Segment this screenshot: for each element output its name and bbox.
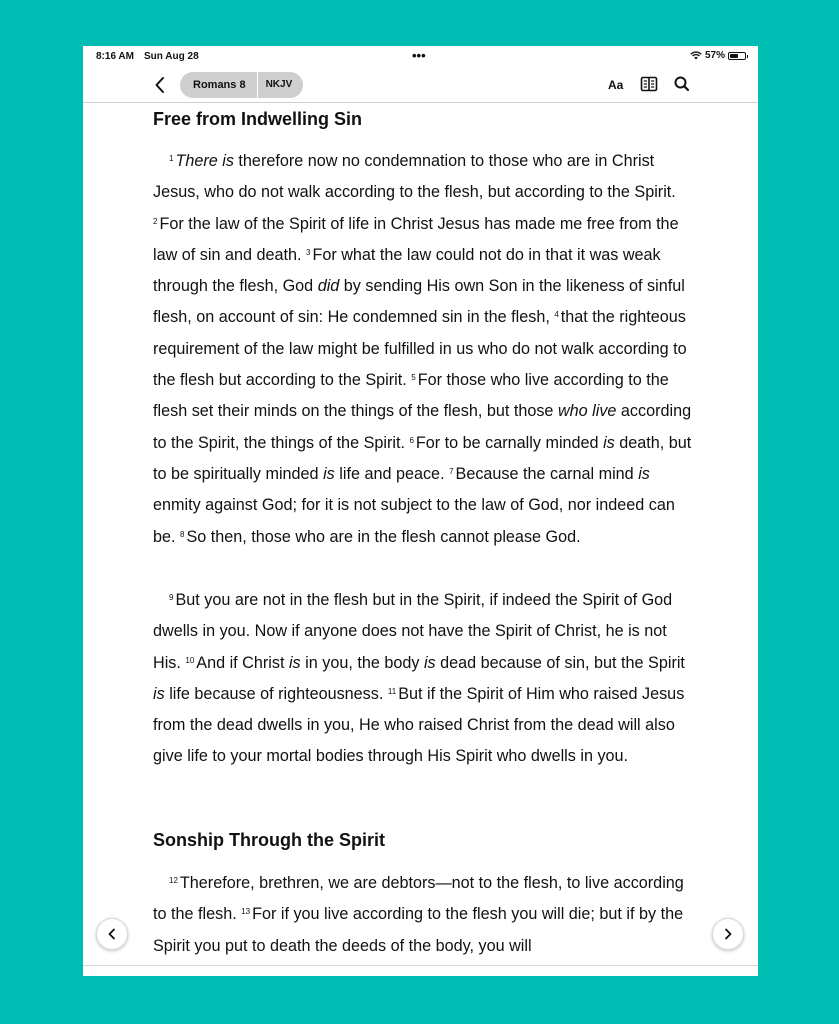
status-time: 8:16 AM	[96, 51, 134, 62]
verse-number[interactable]: 4	[554, 310, 559, 320]
verse-number[interactable]: 1	[169, 154, 174, 163]
italic-text: is	[288, 653, 301, 672]
verse-number[interactable]: 10	[185, 655, 195, 665]
verse-text: For the law of the Spirit of life in Christ Jesus has made me free from the law of sin and death.	[153, 214, 679, 264]
verse-text: therefore now no condemnation to those who are in Christ Jesus, who do not walk according to the flesh, but according to the Spirit.	[153, 152, 676, 202]
verse-number[interactable]: 6	[409, 435, 414, 445]
verse-number[interactable]: 8	[180, 529, 185, 539]
verse-text: death, but to be spiritually minded	[153, 433, 692, 483]
verse-text: Therefore, brethren, we are debtors—not to the flesh, to live according to the flesh.	[153, 874, 684, 924]
back-button[interactable]	[151, 73, 171, 97]
search-button[interactable]	[673, 75, 691, 95]
italic-text: is	[603, 433, 615, 452]
navigation-bar	[83, 68, 758, 103]
battery-percent: 57%	[704, 50, 725, 61]
verse-number[interactable]: 13	[241, 907, 251, 917]
parallel-view-button[interactable]	[640, 75, 658, 95]
battery-level	[730, 54, 738, 58]
chevron-right-icon	[721, 927, 735, 941]
verse-text: in you, the body	[300, 653, 424, 672]
italic-text: is	[638, 464, 650, 483]
scripture-paragraph	[153, 585, 693, 773]
verse-number[interactable]: 7	[449, 466, 454, 476]
verse-text: For those who live according to the flesh set their minds on the things of the flesh, but those	[153, 371, 669, 421]
multitasking-dots[interactable]: •••	[412, 48, 426, 63]
verse-text: For if you live according to the flesh you will die; but if by the Spirit you put to death the deeds of the body, you will	[153, 905, 684, 955]
status-bar	[83, 46, 758, 68]
verse-number[interactable]: 12	[169, 876, 178, 885]
book-chapter-button[interactable]: Romans 8	[180, 72, 258, 98]
reader-screen	[83, 46, 758, 976]
open-book-icon	[640, 75, 658, 93]
italic-text: is	[153, 684, 165, 703]
chevron-left-icon	[151, 73, 171, 97]
verse-text: But you are not in the flesh but in the Spirit, if indeed the Spirit of God dwells in you. Now if anyone does not have the Spirit of Christ, he is not His.	[153, 591, 673, 672]
next-chapter-button[interactable]	[712, 918, 744, 950]
section-heading: Sonship Through the Spirit	[153, 830, 385, 850]
scripture-paragraph	[153, 146, 693, 553]
italic-text: is	[423, 653, 436, 672]
version-button[interactable]: NKJV	[265, 79, 293, 90]
status-date: Sun Aug 28	[144, 51, 199, 62]
italic-text: who live	[557, 402, 617, 421]
verse-text: So then, those who are in the flesh cannot please God.	[186, 527, 581, 546]
previous-chapter-button[interactable]	[96, 918, 128, 950]
wifi-icon	[690, 51, 702, 60]
divider	[83, 965, 758, 966]
verse-number[interactable]: 5	[411, 373, 416, 383]
italic-text: did	[317, 277, 340, 296]
battery-icon	[728, 52, 746, 60]
section-heading: Free from Indwelling Sin	[153, 109, 363, 129]
italic-text: is	[323, 464, 335, 483]
verse-text: But if the Spirit of Him who raised Jesus from the dead dwells in you, He who raised Christ from the dead will also give life to your mortal bodies through His Spirit who dwells in you.	[153, 684, 685, 766]
font-settings-button[interactable]: Aa	[608, 78, 624, 92]
verse-text: according to the Spirit, the things of the Spirit.	[153, 402, 692, 452]
verse-text: Because the carnal mind	[455, 464, 639, 483]
verse-text: And if Christ	[196, 653, 289, 672]
verse-text: enmity against God; for it is not subject to the law of God, nor indeed can be.	[153, 496, 675, 546]
verse-text: dead because of sin, but the Spirit	[435, 653, 685, 672]
verse-number[interactable]: 3	[305, 247, 311, 257]
verse-text: life because of righteousness.	[164, 684, 388, 703]
status-indicators	[690, 50, 746, 61]
verse-text: For what the law could not do in that it was weak through the flesh, God	[153, 245, 661, 296]
verse-text: life and peace.	[334, 464, 450, 483]
italic-text: There is	[175, 152, 234, 170]
verse-text: that the righteous requirement of the law might be fulfilled in us who do not walk according to the flesh but according to the Spirit.	[153, 308, 687, 390]
verse-text: by sending His own Son in the likeness of sinful flesh, on account of sin: He condemned sin in the flesh,	[153, 277, 685, 327]
scripture-paragraph	[153, 868, 693, 962]
verse-number[interactable]: 2	[153, 216, 158, 226]
chevron-left-icon	[105, 927, 119, 941]
verse-number[interactable]: 11	[387, 686, 397, 696]
verse-number[interactable]: 9	[169, 593, 174, 602]
search-icon	[673, 75, 691, 93]
passage-selector	[180, 72, 303, 98]
verse-text: For to be carnally minded	[415, 433, 604, 452]
